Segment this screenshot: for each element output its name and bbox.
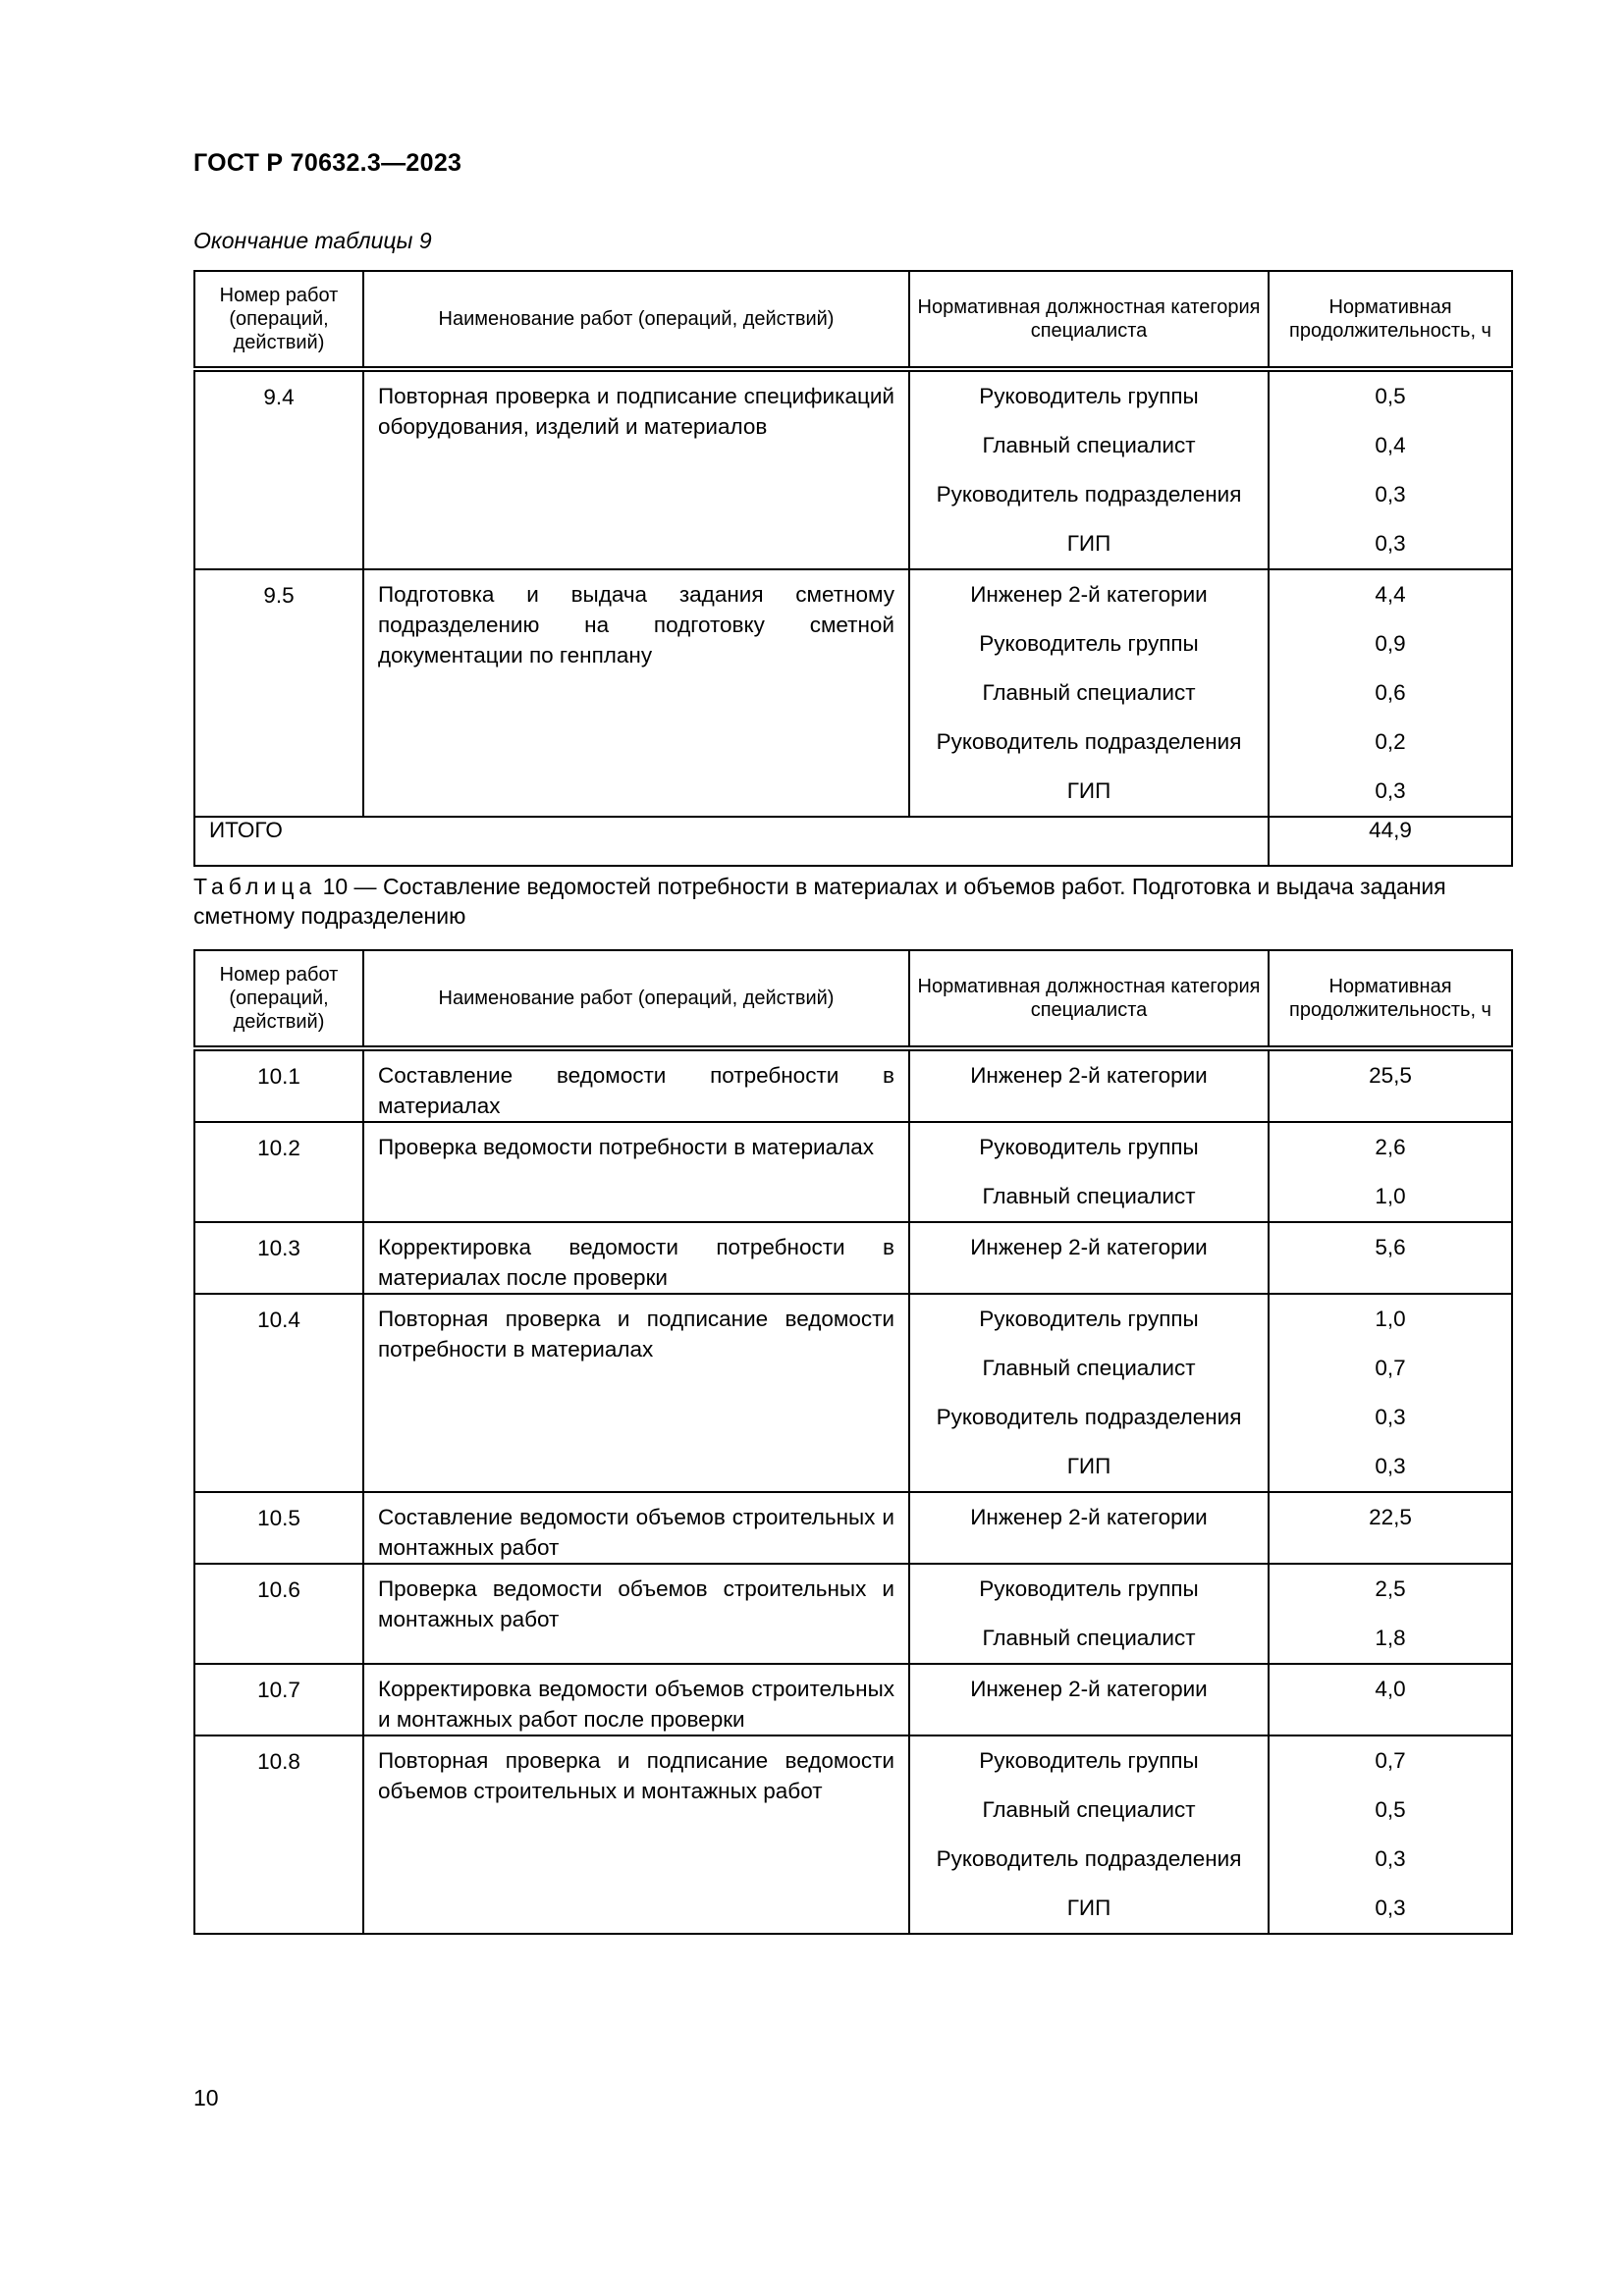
duration-cell	[1269, 1222, 1512, 1294]
duration-value: 0,2	[1375, 729, 1406, 754]
table10-caption-prefix: Таблица	[193, 874, 317, 899]
column-header-name: Наименование работ (операций, действий)	[363, 271, 909, 369]
specialist-category: Руководитель подразделения	[936, 1405, 1242, 1429]
table-row	[194, 1492, 1512, 1564]
specialist-category: Инженер 2-й категории	[970, 582, 1208, 607]
specialist-category: Руководитель подразделения	[936, 482, 1242, 507]
specialist-category: Руководитель группы	[979, 1748, 1199, 1773]
duration-value: 0,3	[1375, 531, 1406, 556]
duration-value: 0,9	[1375, 631, 1406, 656]
specialist-category-cell	[909, 1735, 1269, 1934]
total-row	[194, 817, 1512, 866]
duration-value: 4,0	[1375, 1677, 1406, 1701]
specialist-category: Руководитель группы	[979, 1135, 1199, 1159]
table-row	[194, 1664, 1512, 1735]
work-number: 10.2	[194, 1122, 363, 1222]
specialist-category-cell	[909, 569, 1269, 817]
page-number: 10	[193, 2085, 219, 2110]
duration-value: 0,7	[1375, 1356, 1406, 1380]
specialist-category: Главный специалист	[982, 1356, 1196, 1380]
specialist-category: Руководитель группы	[979, 384, 1199, 408]
duration-value: 0,3	[1375, 1454, 1406, 1478]
work-number: 10.6	[194, 1564, 363, 1664]
duration-value: 0,4	[1375, 433, 1406, 457]
duration-cell	[1269, 1492, 1512, 1564]
specialist-category-cell	[909, 1664, 1269, 1735]
column-header-duration: Нормативная продолжительность, ч	[1269, 271, 1512, 369]
work-number: 10.4	[194, 1294, 363, 1492]
specialist-category: ГИП	[1066, 778, 1111, 803]
work-number: 9.5	[194, 569, 363, 817]
work-number: 10.1	[194, 1048, 363, 1122]
specialist-category: Главный специалист	[982, 1184, 1196, 1208]
duration-value: 0,3	[1375, 1846, 1406, 1871]
column-header-number: Номер работ (операций, действий)	[194, 271, 363, 369]
duration-value: 2,6	[1375, 1135, 1406, 1159]
table10-caption-text: 10 — Составление ведомостей потребности в материалах и объемов работ. Подготовка и выдача задания сметному подразделению	[193, 874, 1446, 929]
specialist-category: Руководитель группы	[979, 631, 1199, 656]
duration-value: 4,4	[1375, 582, 1406, 607]
table-row	[194, 1048, 1512, 1122]
duration-value: 0,5	[1375, 384, 1406, 408]
table-row	[194, 569, 1512, 817]
work-name: Проверка ведомости объемов строительных и монтажных работ	[363, 1564, 909, 1664]
column-header-category: Нормативная должностная категория специалиста	[909, 271, 1269, 369]
work-name: Подготовка и выдача задания сметному подразделению на подготовку сметной документации по генплану	[363, 569, 909, 817]
document-header: ГОСТ Р 70632.3—2023	[193, 149, 462, 177]
specialist-category: Главный специалист	[982, 1797, 1196, 1822]
table-row	[194, 369, 1512, 569]
specialist-category-cell	[909, 1122, 1269, 1222]
specialist-category-cell	[909, 1564, 1269, 1664]
work-name: Корректировка ведомости потребности в материалах после проверки	[363, 1222, 909, 1294]
duration-value: 25,5	[1369, 1063, 1412, 1088]
duration-value: 0,3	[1375, 1405, 1406, 1429]
duration-value: 5,6	[1375, 1235, 1406, 1259]
work-name: Повторная проверка и подписание спецификаций оборудования, изделий и материалов	[363, 369, 909, 569]
work-name: Составление ведомости объемов строительных и монтажных работ	[363, 1492, 909, 1564]
duration-value: 1,0	[1375, 1184, 1406, 1208]
work-name: Составление ведомости потребности в материалах	[363, 1048, 909, 1122]
duration-cell	[1269, 1735, 1512, 1934]
column-header-number: Номер работ (операций, действий)	[194, 950, 363, 1048]
duration-cell	[1269, 1664, 1512, 1735]
table-9-continuation	[193, 270, 1513, 867]
duration-cell	[1269, 569, 1512, 817]
table-row	[194, 1564, 1512, 1664]
work-number: 10.3	[194, 1222, 363, 1294]
duration-cell	[1269, 1294, 1512, 1492]
duration-value: 2,5	[1375, 1576, 1406, 1601]
specialist-category-cell	[909, 1048, 1269, 1122]
table9-continuation-caption: Окончание таблицы 9	[193, 228, 432, 253]
table-row	[194, 1294, 1512, 1492]
duration-value: 0,6	[1375, 680, 1406, 705]
specialist-category: Главный специалист	[982, 1626, 1196, 1650]
specialist-category: ГИП	[1066, 1896, 1111, 1920]
work-name: Повторная проверка и подписание ведомости объемов строительных и монтажных работ	[363, 1735, 909, 1934]
table10-caption	[193, 872, 1509, 931]
specialist-category: Главный специалист	[982, 433, 1196, 457]
duration-value: 0,7	[1375, 1748, 1406, 1773]
table-10	[193, 949, 1513, 1935]
work-number: 9.4	[194, 369, 363, 569]
work-number: 10.7	[194, 1664, 363, 1735]
duration-value: 0,3	[1375, 482, 1406, 507]
specialist-category-cell	[909, 1294, 1269, 1492]
table-row	[194, 1122, 1512, 1222]
total-value: 44,9	[1269, 817, 1512, 866]
work-name: Повторная проверка и подписание ведомости потребности в материалах	[363, 1294, 909, 1492]
specialist-category: Инженер 2-й категории	[970, 1235, 1208, 1259]
work-number: 10.5	[194, 1492, 363, 1564]
work-number: 10.8	[194, 1735, 363, 1934]
column-header-category: Нормативная должностная категория специалиста	[909, 950, 1269, 1048]
duration-cell	[1269, 369, 1512, 569]
specialist-category-cell	[909, 369, 1269, 569]
specialist-category: Руководитель подразделения	[936, 729, 1242, 754]
work-name: Проверка ведомости потребности в материалах	[363, 1122, 909, 1222]
duration-cell	[1269, 1048, 1512, 1122]
table-row	[194, 1735, 1512, 1934]
duration-value: 0,3	[1375, 778, 1406, 803]
specialist-category: ГИП	[1066, 1454, 1111, 1478]
specialist-category: Руководитель группы	[979, 1576, 1199, 1601]
specialist-category: Руководитель группы	[979, 1307, 1199, 1331]
specialist-category: Инженер 2-й категории	[970, 1505, 1208, 1529]
duration-value: 22,5	[1369, 1505, 1412, 1529]
work-name: Корректировка ведомости объемов строительных и монтажных работ после проверки	[363, 1664, 909, 1735]
specialist-category: ГИП	[1066, 531, 1111, 556]
specialist-category-cell	[909, 1222, 1269, 1294]
duration-value: 1,0	[1375, 1307, 1406, 1331]
duration-value: 0,3	[1375, 1896, 1406, 1920]
specialist-category: Руководитель подразделения	[936, 1846, 1242, 1871]
column-header-duration: Нормативная продолжительность, ч	[1269, 950, 1512, 1048]
specialist-category: Инженер 2-й категории	[970, 1677, 1208, 1701]
total-label: ИТОГО	[194, 817, 1269, 866]
duration-cell	[1269, 1564, 1512, 1664]
table-row	[194, 1222, 1512, 1294]
duration-cell	[1269, 1122, 1512, 1222]
column-header-name: Наименование работ (операций, действий)	[363, 950, 909, 1048]
specialist-category: Главный специалист	[982, 680, 1196, 705]
duration-value: 0,5	[1375, 1797, 1406, 1822]
specialist-category: Инженер 2-й категории	[970, 1063, 1208, 1088]
specialist-category-cell	[909, 1492, 1269, 1564]
duration-value: 1,8	[1375, 1626, 1406, 1650]
